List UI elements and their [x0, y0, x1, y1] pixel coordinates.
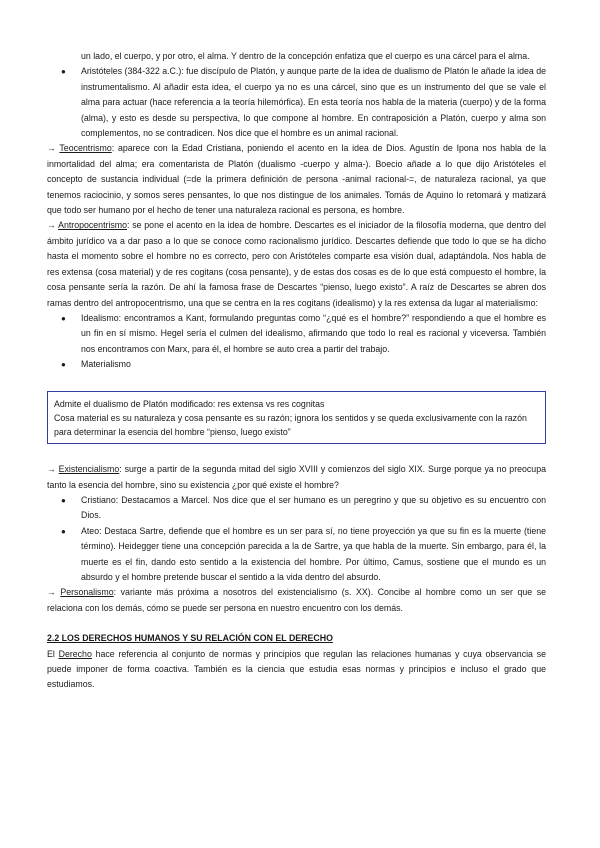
list-item-cristiano — [47, 493, 546, 524]
paragraph-text: : surge a partir de la segunda mitad del siglo XVIII y comienzos del siglo XIX. Surge porque ya no preocupa tanto la esencia del hombre, sino su existencia ¿por qué existe el hombre? — [47, 464, 546, 490]
paragraph-prefix: El — [47, 648, 59, 659]
term-teocentrismo: Teocentrismo — [59, 143, 112, 154]
paragraph-personalismo — [47, 585, 546, 616]
bullet-icon: ● — [61, 360, 66, 370]
list-item-text: Ateo: Destaca Sartre, defiende que el hombre es un ser para sí, no tiene proyección ya que su fin es la muerte (tiene término). Heidegger tiene una concepción parecida a la de Sartre, ya que habla de la muerte. Sin embargo, para él, la muerte es el fin, dando esto sentido a la existencia del hombre. Por último, Camus, sostiene que el mundo es un absurdo y el hombre pretende buscar el sentido a la vida dentro del absurdo. — [81, 525, 546, 582]
term-antropocentrismo: Antropocentrismo — [58, 220, 128, 231]
paragraph-text: hace referencia al conjunto de normas y principios que regulan las relaciones humanas y cuya observancia se puede imponer de forma coactiva. También es la ciencia que estudia esas normas y principios e incluso el grado que estudiamos. — [47, 648, 546, 690]
list-item-aristoteles — [47, 64, 546, 141]
arrow-icon: → — [47, 220, 59, 231]
bullet-icon: ● — [61, 67, 66, 77]
summary-line-2: Cosa material es su naturaleza y cosa pensante es su razón; ignora los sentidos y se queda exclusivamente con la razón para determinar la esencia del hombre “pienso, luego existo” — [54, 412, 527, 437]
term-personalismo: Personalismo — [60, 587, 114, 598]
arrow-icon: → — [47, 464, 59, 475]
term-existencialismo: Existencialismo — [58, 464, 120, 475]
list-item-materialismo — [47, 357, 546, 372]
bullet-icon: ● — [61, 313, 66, 323]
summary-box — [47, 391, 546, 445]
term-derecho: Derecho — [58, 648, 92, 659]
list-item-text: Aristóteles (384-322 a.C.): fue discípulo de Platón, y aunque parte de la idea de dualismo de Platón le añade la idea de instrumentalismo. Al añadir esta idea, el cuerpo ya no es una cárcel, sino que es un instrumento del que se vale el alma para actuar (hace referencia a la teoría hilemórfica). En esta teoría nos habla de la materia (cuerpo) y de la forma (alma), y esto es desde su perspectiva, lo que compone al hombre. En contraposición a Platón, cuerpo y alma son complementos, no se contradicen. Nos dice que el hombre es un animal racional. — [81, 66, 546, 139]
arrow-icon: → — [47, 143, 60, 154]
antropocentrismo-list — [47, 311, 546, 373]
paragraph-text: : aparece con la Edad Cristiana, poniendo el acento en la idea de Dios. Agustín de Ipona nos habla de la inmortalidad del alma; era comentarista de Platón (dualismo -cuerpo y alma-). Boecio añade a lo que dijo Aristóteles el concepto de sustancia individual (=de la primera definición de persona -animal racional-=, de naturaleza racional, ya que tenemos raciocinio, y somos seres pensantes, lo que nos distingue de los animales. Tomás de Aquino lo retomará y matizará que todo ser humano por el hecho de tener una naturaleza racional es persona, es hombre. — [47, 143, 546, 216]
paragraph-text: : se pone el acento en la idea de hombre. Descartes es el iniciador de la filosofía moderna, que dentro del ámbito jurídico va a dar paso a lo que se conoce como racionalismo jurídico. Descartes defiende que todo lo que se ha dicho hasta el momento sobre el hombre no es correcto, pero con Aristóteles comparte esa visión dual, adaptándola. Nos habla de res extensa (cosa material) y de res cogitans (cosa pensante), y de estas dos cosas es de lo que está compuesto el hombre, la cosa pensante sería la razón. De ahí la famosa frase de Descartes “pienso, luego existo”. A raíz de Descartes se abren dos ramas dentro del antropocentrismo, una que se centra en la res cogitans (idealismo) y la res extensa da lugar al materialismo: — [47, 220, 546, 308]
list-item-idealismo — [47, 311, 546, 357]
paragraph-existencialismo — [47, 462, 546, 493]
list-item-text: Idealismo: encontramos a Kant, formulando preguntas como “¿qué es el hombre?” respondiendo a que el hombre es un fin en sí mismo. Hegel sería el culmen del idealismo, afirmando que todo lo real es racional y viceversa. También nos encontramos con Marx, para él, el hombre se auto crea a partir del trabajo. — [81, 312, 546, 354]
list-item-text: Materialismo — [81, 359, 131, 370]
section-heading: 2.2 LOS DERECHOS HUMANOS Y SU RELACIÓN CON EL DERECHO — [47, 633, 333, 644]
paragraph-teocentrismo — [47, 141, 546, 218]
bullet-icon: ● — [61, 526, 66, 536]
summary-line-1: Admite el dualismo de Platón modificado: res extensa vs res cognitas — [54, 398, 325, 409]
existencialismo-list — [47, 493, 546, 585]
arrow-icon: → — [47, 587, 61, 598]
list-item-text: Cristiano: Destacamos a Marcel. Nos dice que el ser humano es un peregrino y que su objetivo es su encuentro con Dios. — [81, 494, 546, 521]
list-item-ateo — [47, 524, 546, 586]
paragraph-derecho — [47, 647, 546, 693]
paragraph-antropocentrismo — [47, 218, 546, 310]
bullet-icon: ● — [61, 495, 66, 505]
philosophers-list — [47, 64, 546, 141]
paragraph-text: : variante más próxima a nosotros del existencialismo (s. XX). Concibe al hombre como un ser que se relaciona con los demás, cómo se puede ser persona en nuestro encuentro con los demás. — [47, 587, 546, 613]
intro-continuation: un lado, el cuerpo, y por otro, el alma. Y dentro de la concepción enfatiza que el cuerpo es una cárcel para el alma. — [81, 51, 530, 61]
